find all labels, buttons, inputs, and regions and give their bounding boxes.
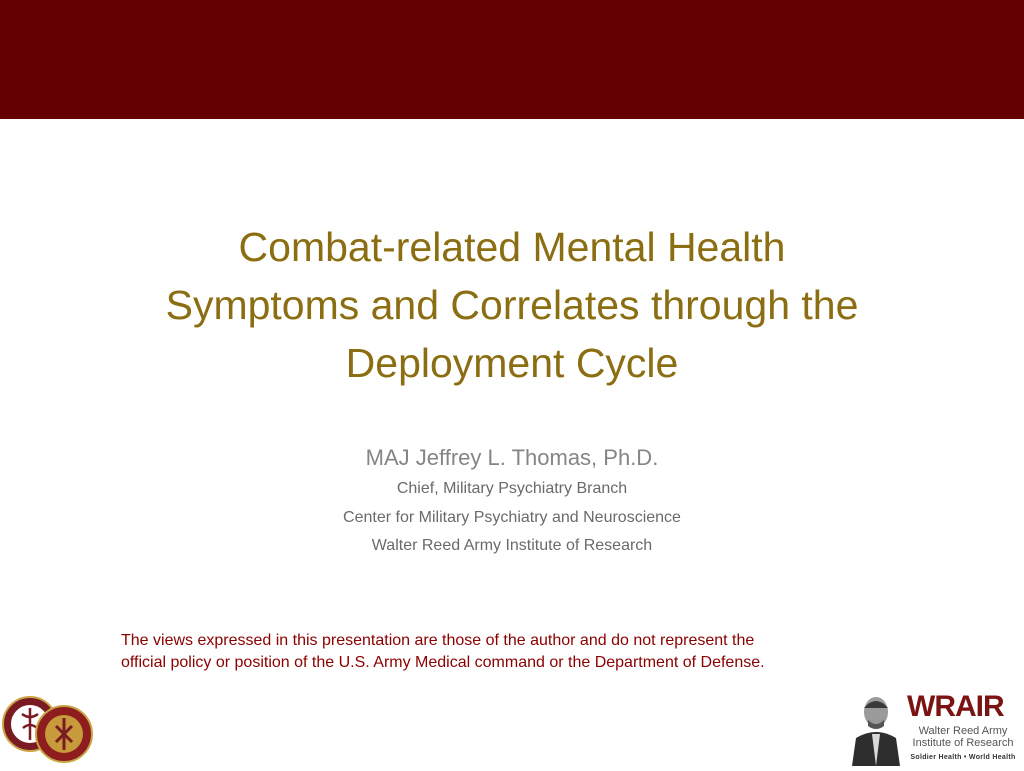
- wrair-subtitle: [908, 725, 1018, 749]
- wrair-subtitle-line: Institute of Research: [912, 737, 1014, 749]
- presenter-name: MAJ Jeffrey L. Thomas, Ph.D.: [365, 445, 659, 470]
- slide-title: [40, 218, 984, 392]
- portrait-icon: [848, 690, 904, 766]
- disclaimer-line: The views expressed in this presentation are those of the author and do not represent the: [121, 632, 755, 649]
- wrair-subtitle-line: Walter Reed Army: [918, 725, 1008, 737]
- affiliation-line: Walter Reed Army Institute of Research: [371, 537, 653, 554]
- disclaimer: [121, 630, 931, 674]
- top-banner: [0, 0, 1024, 119]
- wrair-logo: [848, 690, 1020, 766]
- affiliation-line: Chief, Military Psychiatry Branch: [396, 480, 628, 497]
- wrair-wordmark: WRAIR: [907, 690, 1004, 723]
- army-medical-logos: [2, 688, 98, 766]
- wrair-tagline: Soldier Health • World Health: [910, 754, 1016, 761]
- title-line: Symptoms and Correlates through the: [165, 282, 859, 328]
- title-line: Deployment Cycle: [345, 340, 679, 386]
- amedd-crest-icon: [2, 688, 98, 766]
- title-line: Combat-related Mental Health: [238, 224, 786, 270]
- affiliation-line: Center for Military Psychiatry and Neuroscience: [343, 509, 681, 526]
- disclaimer-line: official policy or position of the U.S. Army Medical command or the Department of Defense.: [121, 654, 765, 671]
